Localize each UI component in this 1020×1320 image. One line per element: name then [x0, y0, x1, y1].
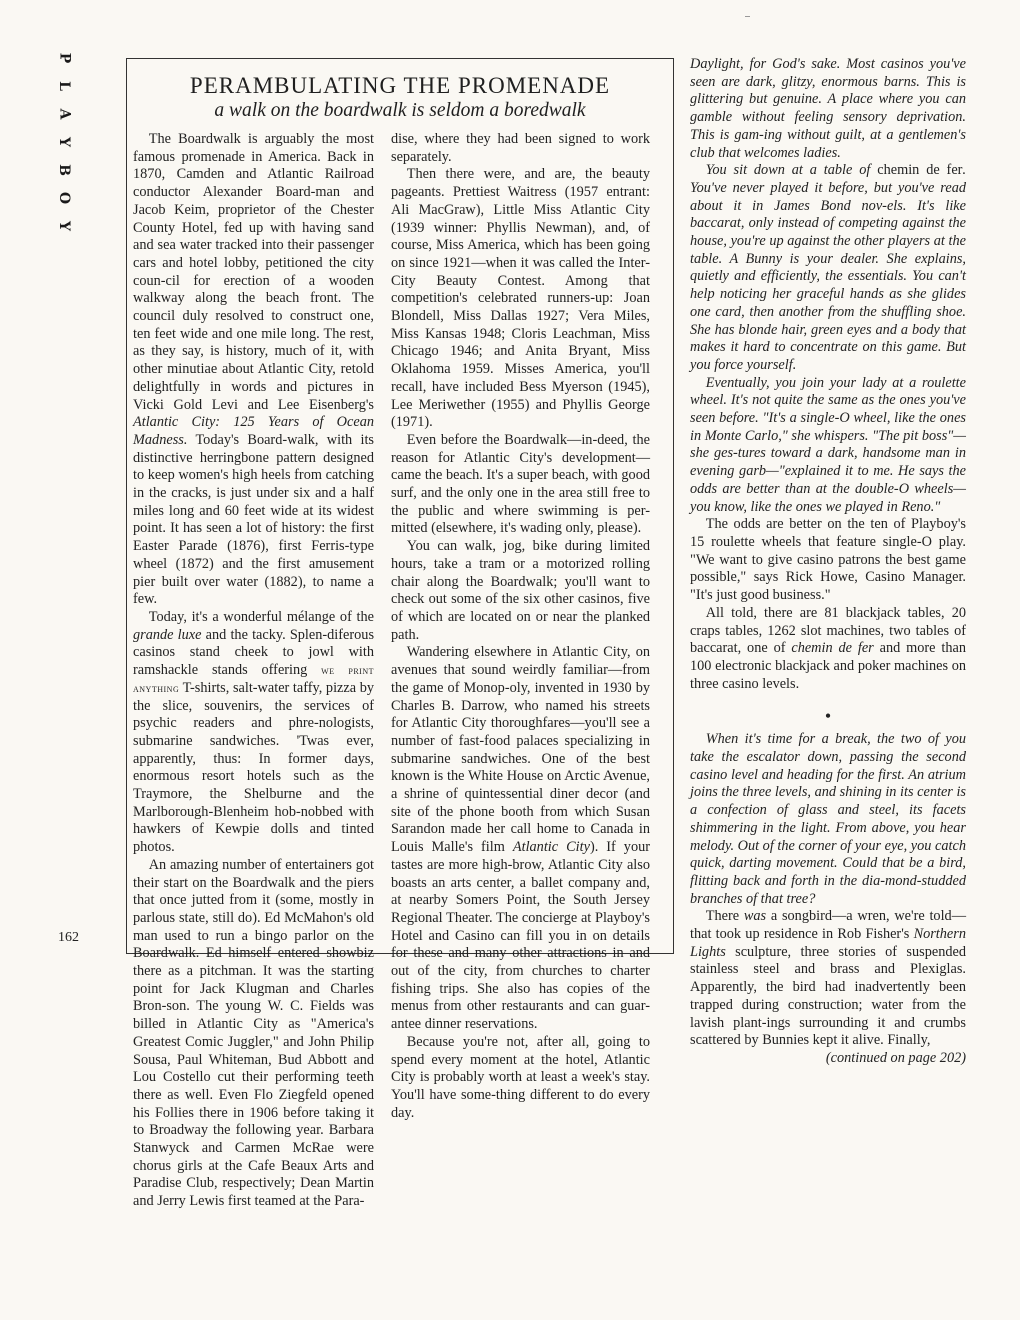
paragraph: Then there were, and are, the beauty pageants. Prettiest Waitress (1957 entrant: Ali MacGraw), Little Miss Atlantic City (1939 winner: Phyllis Newman), and, of course, Miss America, which has been going on since 1921—when it was called the Inter-City Beauty Contest. Among that competition's celebrated runners-up: Joan Blondell, Miss Dallas 1927; Vera Miles, Miss Kansas 1948; Cloris Leachman, Miss Chicago 1946; and Anita Bryant, Miss Oklahoma 1959. Misses America, you'll recall, have included Bess Myerson (1945), Lee Meriwether (1955) and Phyllis George (1971).: [391, 166, 650, 431]
paragraph: Today, it's a wonderful mélange of the grande luxe and the tacky. Splen-diferous casinos stand cheek to jowl with ramshackle stands offering we print anything T-shirts, salt-water taffy, pizza by the slice, souvenirs, the services of psychic readers and phre-nologists, submarine sandwiches. 'Twas ever, apparently, thus: In former days, enormous resort hotels such as the Traymore, the Shelburne and the Marlborough-Blenheim hob-nobbed with hawkers of Kewpie dolls and tinted photos.: [133, 608, 375, 856]
paragraph: The Boardwalk is arguably the most famous promenade in America. Back in 1870, Camden and Atlantic Railroad conductor Alexander Board-man and Jacob Keim, proprietor of the Chester County Hotel, fed up with having sand and sea water tracked into their passenger cars and hotel lobby, petitioned the city coun-cil for erection of a wooden walkway along the beach front. The council duly resolved to construct one, ten feet wide and one mile long. The rest, as they say, is history, much of it, with other minutiae about Atlantic City, retold delightfully in words and pictures in Vicki Gold Levi and Lee Eisenberg's Atlantic City: 125 Years of Ocean Madness. Today's Board-walk, with its distinctive herringbone pattern designed to keep women's high heels from catching in the cracks, is just under six and a half miles long and 60 feet wide at its widest point. It has seen a lot of history: the first Easter Parade (1876), first Ferris-type wheel (1872) and the first amusement pier built over water (1882), to name a few.: [133, 131, 374, 608]
paragraph: You can walk, jog, bike during limited hours, take a tram or a motorized rolling chair along the Boardwalk; you'll want to check out some of the six other casinos, five of which are located on or near the planked path.: [391, 538, 650, 643]
article-deck: a walk on the boardwalk is seldom a boredwalk: [214, 100, 586, 121]
sculpture-title: Northern Lights: [690, 926, 966, 960]
film-title: Atlantic City: [512, 839, 590, 856]
paragraph: When it's time for a break, the two of you take the escalator down, passing the second casino level and heading for the first. An atrium joins the three levels, and shining in its center is a confection of glass and steel, its facets shimmering in the light. From above, you hear melody. Out of the corner of your eye, you catch quick, darting movement. Could that be a bird, flitting back and forth in the dia-mond-studded branches of that tree?: [690, 731, 966, 907]
paragraph: There was a songbird—a wren, we're told—that took up residence in Rob Fisher's Northern Lights sculpture, three stories of suspended stainless steel and brass and Plexiglas. Apparently, the bird had inadvertently been trapped during construction; water from the lavish plant-ings surrounding it and crumbs scattered by Bunnies kept it alive. Finally,: [690, 908, 966, 1049]
scan-mark: [745, 16, 750, 17]
paragraph: Daylight, for God's sake. Most casinos you've seen are dark, glitzy, enormous barns. This is glittering but genuine. A place where you can gamble without feeling sensory deprivation. This is gam-ing without guilt, at a gentlemen's club that welcomes ladies.: [690, 56, 966, 161]
game-name: chemin de fer: [791, 640, 874, 657]
paragraph: All told, there are 81 blackjack tables, 20 craps tables, 1262 slot machines, two tables of baccarat, one of chemin de fer and more than 100 electronic blackjack and poker machines on three casino levels.: [690, 604, 966, 692]
continued-note: (continued on page 202): [825, 1049, 966, 1066]
article-column-2: [391, 131, 650, 1121]
magazine-letter: O: [55, 191, 72, 205]
paragraph: dise, where they had been signed to work separately.: [391, 131, 650, 165]
emphasis: was: [743, 908, 767, 925]
paragraph: Because you're not, after all, going to spend every moment at the hotel, Atlantic City is probably worth at least a week's stay. You'll have some-thing different to do every day.: [391, 1033, 650, 1121]
magazine-letter: Y: [56, 221, 72, 231]
paragraph: Eventually, you join your lady at a roulette wheel. It's not quite the same as the ones you've seen before. "It's a single-O wheel, like the ones in Monte Carlo," she whispers. "The pit boss"—she ges-tures toward a dark, handsome man in evening garb—"explained it to me. He says the odds are better than at the double-O wheels—you know, like the ones we played in Reno.": [690, 374, 966, 515]
small-caps-phrase: we print anything: [133, 663, 374, 695]
paragraph: Wandering elsewhere in Atlantic City, on avenues that sound weirdly familiar—from the game of Monop-oly, invented in 1930 by Charles B. Darrow, who named his streets for Atlantic City thoroughfares—you'll see a number of fast-food palaces specializing in submarine sandwiches. One of the best known is the White House on Arctic Avenue, a shrine of quintessential diner decor (and site of the phone booth from which Susan Sarandon made her call home to Canada in Louis Malle's film Atlantic City). If your tastes are more high-brow, Atlantic City also boasts an arts center, a ballet company and, at nearby Somers Point, the South Jersey Regional Theater. The concierge at Playboy's Hotel and Casino can fill you in on details for these and many other attractions in and out of the city, from churches to charter fishing trips. She also has copies of the menus from other restaurants and can guar-antee dinner reservations.: [391, 644, 650, 1033]
page-number: 162: [58, 930, 79, 945]
magazine-letter: L: [56, 81, 72, 91]
magazine-letter: P: [56, 52, 72, 64]
magazine-letter: A: [56, 108, 72, 120]
game-name: chemin de fer: [877, 162, 963, 179]
book-title: Atlantic City: 125 Years of Ocean Madness.: [133, 414, 374, 448]
paragraph: Even before the Boardwalk—in-deed, the reason for Atlantic City's development—came the beach. It's a super beach, with good surf, and the only one in the area still free to the public and where swimming is per-mitted (elsewhere, it's wading only, please).: [391, 431, 650, 537]
section-separator: •: [824, 706, 832, 727]
magazine-name-vertical: [52, 44, 76, 240]
paragraph: An amazing number of entertainers got their start on the Boardwalk and the piers that once jutted from it (some, mostly in parlous state, still do). Ed McMahon's old man used to run a bingo parlor on the Boardwalk. Ed himself entered showbiz there as a pitchman. It was the starting point for Jack Klugman and Charles Bron-son. The young W. C. Fields was billed in Atlantic City as "America's Greatest Comic Juggler," and John Philip Sousa, Paul Whiteman, Bud Abbott and Lou Costello cut their performing teeth there as well. Even Flo Ziegfeld opened his Follies there in 1906 before taking it to Broadway the following year. Barbara Stanwyck and Carmen McRae were chorus girls at the Cafe Beaux Arts and Paradise Club, respectively; Dean Martin and Jerry Lewis first teamed at the Para-: [133, 856, 374, 1210]
paragraph: You sit down at a table of chemin de fer. You've never played it before, but you've read about it in James Bond nov-els. It's like baccarat, only instead of competing against the house, you're up against the other players at the table. A Bunny is your dealer. She explains, quietly and efficiently, the essentials. You can't help noticing her graceful hands as she glides one card, then another from the shuffling shoe. She has blonde hair, green eyes and a body that makes it hard to concentrate on this game. But you force yourself.: [690, 162, 967, 373]
paragraph: The odds are better on the ten of Playboy's 15 roulette wheels that feature single-O play. "We want to give casino patrons the best game possible," says Rick Howe, Casino Manager. "It's just good business.": [690, 516, 966, 604]
article-headline: PERAMBULATING THE PROMENADE: [189, 73, 611, 98]
article-column-1: [133, 131, 375, 1210]
magazine-letter: B: [56, 164, 72, 176]
magazine-letter: Y: [56, 137, 72, 147]
article-column-3: [690, 56, 966, 1286]
emphasis: grande luxe: [133, 626, 202, 643]
